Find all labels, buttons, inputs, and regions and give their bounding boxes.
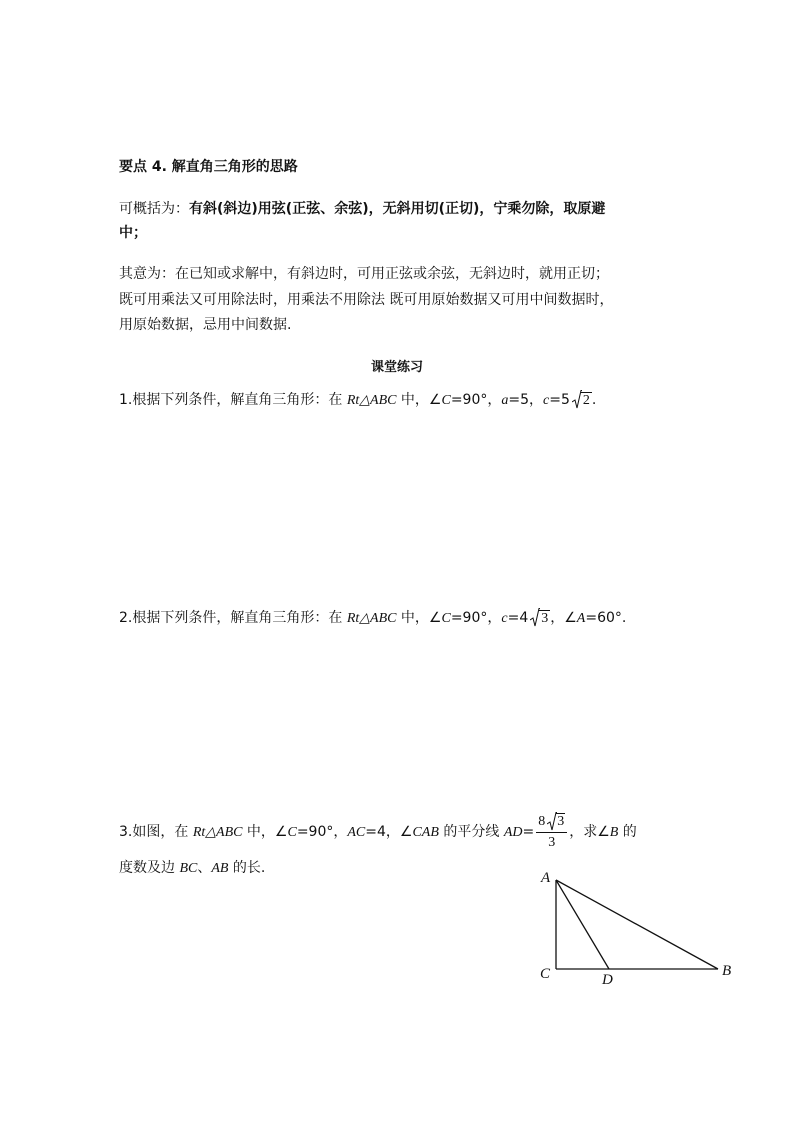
label-d: D xyxy=(602,972,613,988)
label-c: C xyxy=(540,966,551,982)
explain-line-2: 既可用乘法又可用除法时，用乘法不用除法 既可用原始数据又可用中间数据时， xyxy=(119,292,614,308)
explain-line-1: 其意为：在已知或求解中，有斜边时，可用正弦或余弦，无斜边时，就用正切； xyxy=(119,266,609,282)
sqrt-symbol: 3 xyxy=(530,608,550,629)
fraction: 8 3 3 xyxy=(536,812,567,853)
sqrt-symbol: 3 xyxy=(547,812,565,832)
question-2: 2.根据下列条件，解直角三角形：在 Rt△ABC 中，∠C=90°，c=4 3 ，∠A=60°. xyxy=(119,608,626,629)
practice-title: 课堂练习 xyxy=(370,360,423,375)
explain-line-3: 用原始数据，忌用中间数据. xyxy=(119,317,292,333)
label-a: A xyxy=(541,870,551,886)
sqrt-symbol: 2 xyxy=(572,390,592,411)
label-b: B xyxy=(722,963,732,979)
side-ab xyxy=(556,880,718,969)
summary-line-1: 可概括为：有斜(斜边)用弦(正弦、余弦)，无斜用切(正切)，宁乘勿除，取原避 xyxy=(119,201,606,217)
triangle-figure xyxy=(530,862,750,992)
question-3-line-1: 3.如图，在 Rt△ABC 中，∠C=90°，AC=4，∠CAB 的平分线 AD= 8 3 3 ，求∠B 的 xyxy=(119,810,637,855)
bisector-ad xyxy=(556,880,609,969)
question-3-line-2: 度数及边 BC、AB 的长. xyxy=(119,860,266,876)
section-heading: 要点 4. 解直角三角形的思路 xyxy=(119,159,298,175)
question-1: 1.根据下列条件，解直角三角形：在 Rt△ABC 中，∠C=90°，a=5，c=5 2 . xyxy=(119,390,596,411)
summary-line-2: 中； xyxy=(119,225,147,241)
